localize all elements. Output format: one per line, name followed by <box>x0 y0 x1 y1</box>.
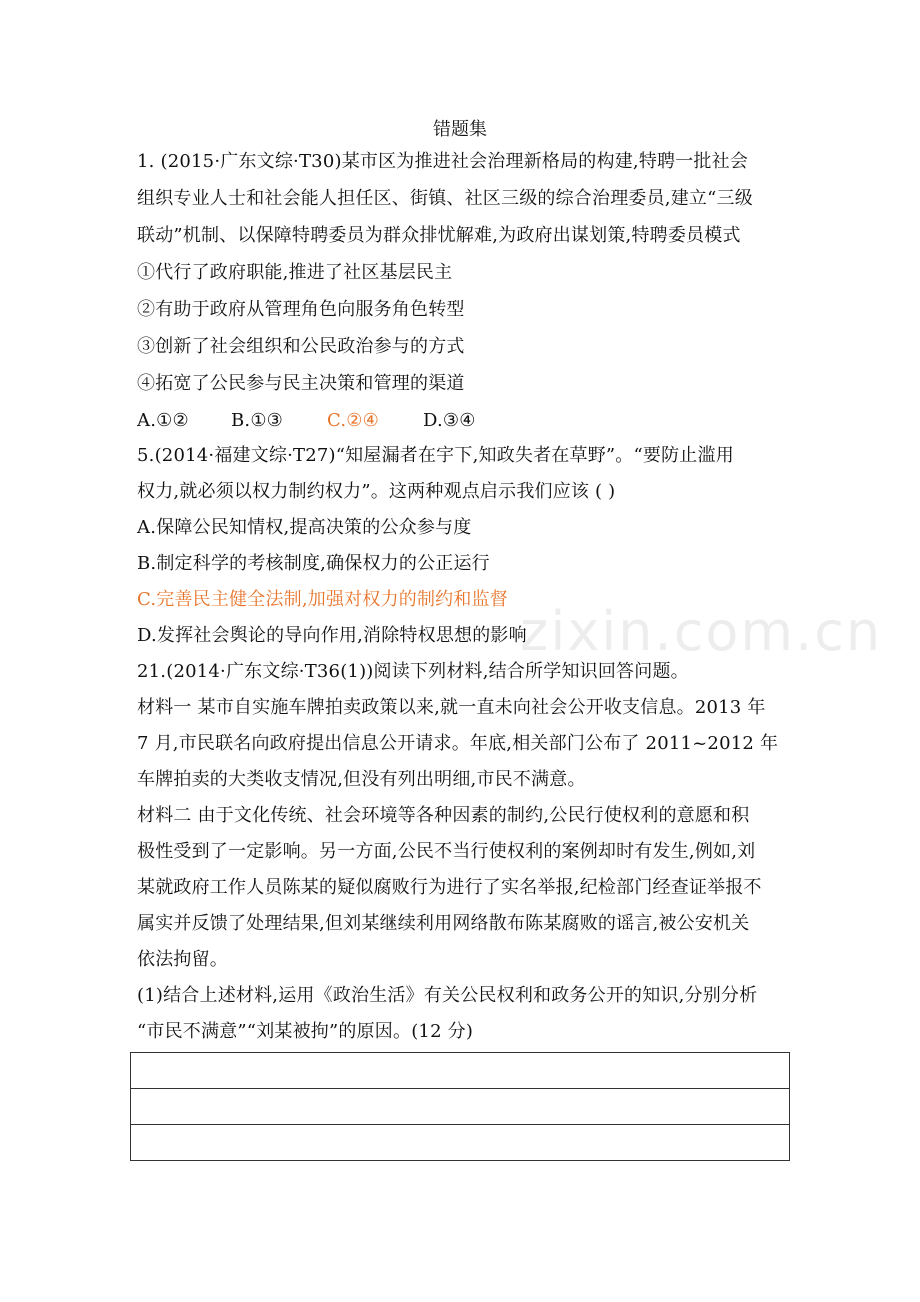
answer-cell[interactable] <box>131 1089 790 1125</box>
q21-material-2-line-2: 极性受到了一定影响。另一方面,公民不当行使权利的案例却时有发生,例如,刘 <box>137 841 756 862</box>
q21-material-2-line-1: 材料二 由于文化传统、社会环境等各种因素的制约,公民行使权利的意愿和积 <box>137 805 750 826</box>
q21-material-2-line-3: 某就政府工作人员陈某的疑似腐败行为进行了实名举报,纪检部门经查证举报不 <box>137 877 762 898</box>
q21-material-1-line-1: 材料一 某市自实施车牌拍卖政策以来,就一直未向社会公开收支信息。2013 年 <box>137 697 766 718</box>
q1-line-1: 1. (2015·广东文综·T30)某市区为推进社会治理新格局的构建,特聘一批社会 <box>137 151 749 172</box>
q1-statement-4: ④拓宽了公民参与民主决策和管理的渠道 <box>137 373 465 394</box>
q5-option-b: B.制定科学的考核制度,确保权力的公正运行 <box>137 553 490 574</box>
q21-material-1-line-3: 车牌拍卖的大类收支情况,但没有列出明细,市民不满意。 <box>137 769 586 790</box>
q21-subquestion-line-2: “市民不满意”“刘某被拘”的原因。(12 分) <box>137 1021 474 1042</box>
q1-option-a: A.①② <box>137 410 189 431</box>
q1-option-d: D.③④ <box>423 410 476 431</box>
answer-table <box>130 1052 790 1161</box>
q5-line-1: 5.(2014·福建文综·T27)“知屋漏者在宇下,知政失者在草野”。“要防止滥用 <box>137 445 734 466</box>
answer-row <box>131 1125 790 1161</box>
q21-material-1-line-2: 7 月,市民联名向政府提出信息公开请求。年底,相关部门公布了 2011~2012 年 <box>137 733 779 754</box>
watermark: zixin.com.cn <box>520 600 883 663</box>
q1-line-3: 联动”机制、以保障特聘委员为群众排忧解难,为政府出谋划策,特聘委员模式 <box>137 225 741 246</box>
q5-option-d: D.发挥社会舆论的导向作用,消除特权思想的影响 <box>137 625 527 646</box>
q5-option-a: A.保障公民知情权,提高决策的公众参与度 <box>137 517 472 538</box>
q1-statement-1: ①代行了政府职能,推进了社区基层民主 <box>137 262 453 283</box>
q1-statement-3: ③创新了社会组织和公民政治参与的方式 <box>137 336 465 357</box>
q1-options <box>137 407 797 435</box>
q5-option-c-answer: C.完善民主健全法制,加强对权力的制约和监督 <box>137 589 508 610</box>
q21-material-2-line-5: 依法拘留。 <box>137 949 228 970</box>
q21-line-1: 21.(2014·广东文综·T36(1))阅读下列材料,结合所学知识回答问题。 <box>137 661 689 682</box>
q21-subquestion-line-1: (1)结合上述材料,运用《政治生活》有关公民权利和政务公开的知识,分别分析 <box>137 985 758 1006</box>
q1-statement-2: ②有助于政府从管理角色向服务角色转型 <box>137 299 465 320</box>
q1-option-b: B.①③ <box>231 410 284 431</box>
q1-option-c-answer: C.②④ <box>327 410 379 431</box>
answer-cell[interactable] <box>131 1125 790 1161</box>
answer-row <box>131 1053 790 1089</box>
answer-cell[interactable] <box>131 1053 790 1089</box>
document-title: 错题集 <box>433 119 487 140</box>
q1-line-2: 组织专业人士和社会能人担任区、街镇、社区三级的综合治理委员,建立“三级 <box>137 188 753 209</box>
q5-line-2: 权力,就必须以权力制约权力”。这两种观点启示我们应该 ( ) <box>137 481 616 502</box>
q21-material-2-line-4: 属实并反馈了处理结果,但刘某继续利用网络散布陈某腐败的谣言,被公安机关 <box>137 913 750 934</box>
answer-row <box>131 1089 790 1125</box>
